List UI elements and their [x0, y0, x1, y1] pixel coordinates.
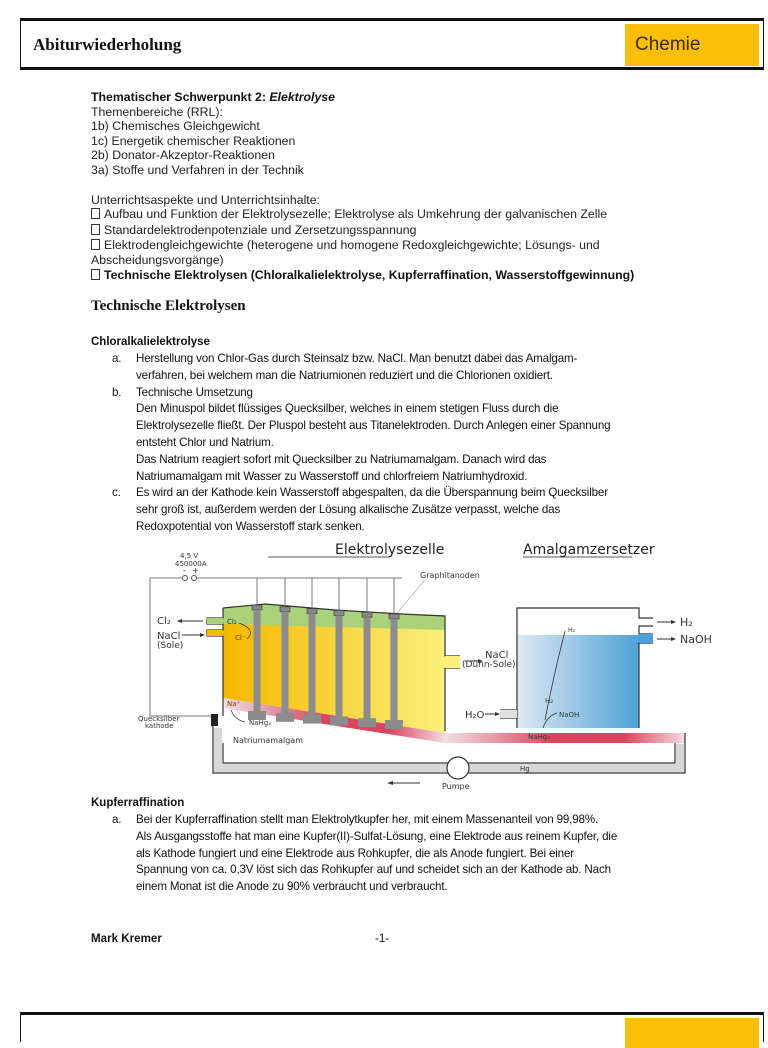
- arrow-head-icon: [671, 620, 676, 624]
- amalgam-channel: [445, 733, 685, 743]
- chloralkali-title: Chloralkalielektrolyse: [91, 336, 210, 348]
- diagram-title-decomposer: Amalgamzersetzer: [523, 542, 655, 558]
- graphite-anode: [282, 612, 289, 714]
- cl-ion-label: Cl⁻: [235, 634, 246, 642]
- anode-foot: [276, 713, 294, 722]
- anode-cap: [334, 610, 344, 615]
- aspect-item: Elektrodengleichgewichte (heterogene und homogene Redoxgleichgewichte; Lösungs- und: [91, 238, 634, 253]
- pump-label: Pumpe: [442, 782, 470, 791]
- subject-badge: [625, 24, 759, 66]
- aspect-item-continued: Abscheidungsvorgänge): [91, 252, 224, 267]
- h2-top-label: H₂: [568, 627, 575, 634]
- water-inlet-fill: [500, 710, 517, 718]
- areas-label: Themenbereiche (RRL):: [91, 104, 223, 119]
- h2-mid-label: H₂: [545, 697, 554, 705]
- arrow-head-icon: [495, 712, 500, 716]
- chloralkali-list: [112, 351, 712, 536]
- chloralkali-diagram: [135, 538, 715, 793]
- terminal-plus-icon: [192, 576, 197, 581]
- aspects-label: Unterrichtsaspekte und Unterrichtsinhalte:: [91, 192, 320, 207]
- pump-icon: [447, 757, 469, 779]
- graphite-anode: [391, 619, 398, 721]
- list-item: a. Herstellung von Chlor-Gas durch Steinsalz bzw. NaCl. Man benutzt dabei das Amalgam- verfahren, bei welchem man die Natriumionen reduziert und die Chlorionen oxidiert.: [112, 352, 578, 382]
- arrow-head-icon: [177, 619, 182, 623]
- nacl-in-label: NaCl: [157, 631, 181, 642]
- anode-foot: [358, 718, 376, 727]
- next-page-header: [20, 1012, 764, 1042]
- topics-block: [91, 90, 634, 282]
- list-item: a. Bei der Kupferraffination stellt man Elektrolytkupfer her, mit einem Massenanteil von 99,98%. Als Ausgangsstoffe hat man eine Kupfer(II)-Sulfat-Lösung, eine Elektrode aus reinem Kupfer, die als Kathode fungiert und eine Elektrode aus Rohkupfer, die als Anode fungiert. Bei einer Spannung von ca. 0,3V löst sich das Rohkupfer auf und scheidet sich an der Kathode ab. Nach einem Monat ist die Anode zu 90% verbraucht und verbraucht.: [112, 813, 618, 894]
- area-item: 3a) Stoffe und Verfahren in der Technik: [91, 162, 304, 177]
- aspect-item: Aufbau und Funktion der Elektrolysezelle; Elektrolyse als Umkehrung der galvanischen Zelle: [91, 207, 634, 222]
- h2-out-label: H₂: [680, 616, 693, 629]
- cl2-inner-label: Cl₂: [227, 618, 237, 626]
- subject-label: Chemie: [635, 34, 701, 55]
- naoh-out-label: NaOH: [680, 633, 712, 646]
- anodes-label: Graphitanoden: [420, 571, 480, 580]
- anode-foot: [385, 720, 403, 729]
- list-item: c. Es wird an der Kathode kein Wasserstoff abgespalten, da die Überspannung beim Quecksilber sehr groß ist, außerdem werden der Lösung alkalische Zusätze verpasst, welche das Redoxpotential von Wasserstoff stark senken.: [112, 486, 608, 533]
- subject-badge: [625, 1018, 759, 1048]
- cell-wall-left: [207, 608, 223, 716]
- graphite-anode: [364, 617, 371, 719]
- cathode-contact: [211, 714, 218, 726]
- naoh-outlet: [639, 634, 653, 643]
- header-title: Abiturwiederholung: [33, 35, 182, 54]
- anode-foot: [330, 716, 348, 725]
- graphite-anode: [254, 610, 261, 712]
- minus-label: -: [183, 566, 186, 575]
- arrow-head-icon: [387, 781, 393, 785]
- checkbox-icon: [91, 224, 100, 235]
- area-item: 1c) Energetik chemischer Reaktionen: [91, 133, 296, 148]
- nacl-in-sub: (Sole): [157, 641, 184, 651]
- anode-cap: [362, 612, 372, 617]
- anodes-leader-line: [397, 580, 425, 613]
- checkbox-icon: [91, 208, 100, 219]
- anode-foot: [303, 715, 321, 724]
- arrow-head-icon: [200, 633, 205, 637]
- amalgam-label: Natriumamalgam: [233, 736, 303, 745]
- cl2-out-label: Cl₂: [157, 616, 171, 627]
- nacl-out-sub: (Dünn-Sole): [462, 660, 516, 670]
- section-title: Technische Elektrolysen: [91, 298, 246, 314]
- copper-title: Kupferraffination: [91, 797, 185, 809]
- brine-inlet: [207, 630, 223, 636]
- anode-cap: [307, 609, 317, 614]
- area-item: 2b) Donator-Akzeptor-Reaktionen: [91, 148, 275, 163]
- page-header: [20, 18, 764, 70]
- area-item: 1b) Chemisches Gleichgewicht: [91, 119, 260, 134]
- aspect-item: Standardelektrodenpotenziale und Zersetzungsspannung: [91, 223, 634, 238]
- topic-heading: Thematischer Schwerpunkt 2: Elektrolyse: [91, 90, 335, 104]
- anode-cap: [389, 614, 399, 619]
- pipe-fill: [676, 744, 684, 772]
- voltage-label: 4,5 V: [180, 552, 199, 560]
- na-ion-label: Na⁺: [227, 700, 241, 708]
- gas-outlet: [207, 618, 223, 624]
- current-label: 450000A: [175, 560, 207, 568]
- anode-cap: [280, 607, 290, 612]
- h2o-in-label: H₂O: [465, 710, 485, 721]
- anode-cap: [252, 605, 262, 610]
- pipe-fill: [214, 728, 222, 772]
- checkbox-icon: [91, 239, 100, 250]
- page-number: -1-: [375, 932, 390, 945]
- diagram-title-cell: Elektrolysezelle: [335, 542, 445, 558]
- brine-outlet: [445, 656, 460, 668]
- plus-label: +: [192, 566, 199, 575]
- terminal-minus-icon: [183, 576, 188, 581]
- na-arrow: [231, 710, 245, 722]
- topic-heading-emphasis: Elektrolyse: [269, 90, 335, 104]
- author-name: Mark Kremer: [91, 932, 162, 945]
- cathode-label: kathode: [145, 722, 174, 730]
- graphite-anode: [336, 615, 343, 717]
- aspect-item: Technische Elektrolysen (Chloralkalielektrolyse, Kupferraffination, Wasserstoffgewinnung): [91, 268, 634, 283]
- pipe-inner: [223, 743, 675, 763]
- hg-label: Hg: [520, 765, 530, 773]
- graphite-anode: [309, 614, 316, 716]
- checkbox-icon: [91, 269, 100, 280]
- naoh-inner-label: NaOH: [559, 711, 580, 719]
- list-item: b. Technische Umsetzung Den Minuspol bildet flüssiges Quecksilber, welches in einem stetigen Fluss durch die Elektrolysezelle fließt. Der Pluspol besteht aus Titanelektroden. Durch Anlegen einer Spannung entsteht Chlor und Natrium. Das Natrium reagiert sofort mit Quecksilber zu Natriumamalgam. Danach wird das Natriumamalgam mit Wasser zu Wasserstoff und chlorfreiem Natriumhydroxid.: [112, 385, 611, 483]
- nacl-out-label: NaCl: [485, 650, 509, 661]
- nahgx-left-label: NaHgₓ: [249, 719, 272, 727]
- copper-list: [112, 812, 712, 896]
- arrow-head-icon: [671, 637, 676, 641]
- nahgx-right-label: NaHgₓ: [528, 733, 551, 741]
- cathode-label: Quecksilber: [138, 715, 180, 723]
